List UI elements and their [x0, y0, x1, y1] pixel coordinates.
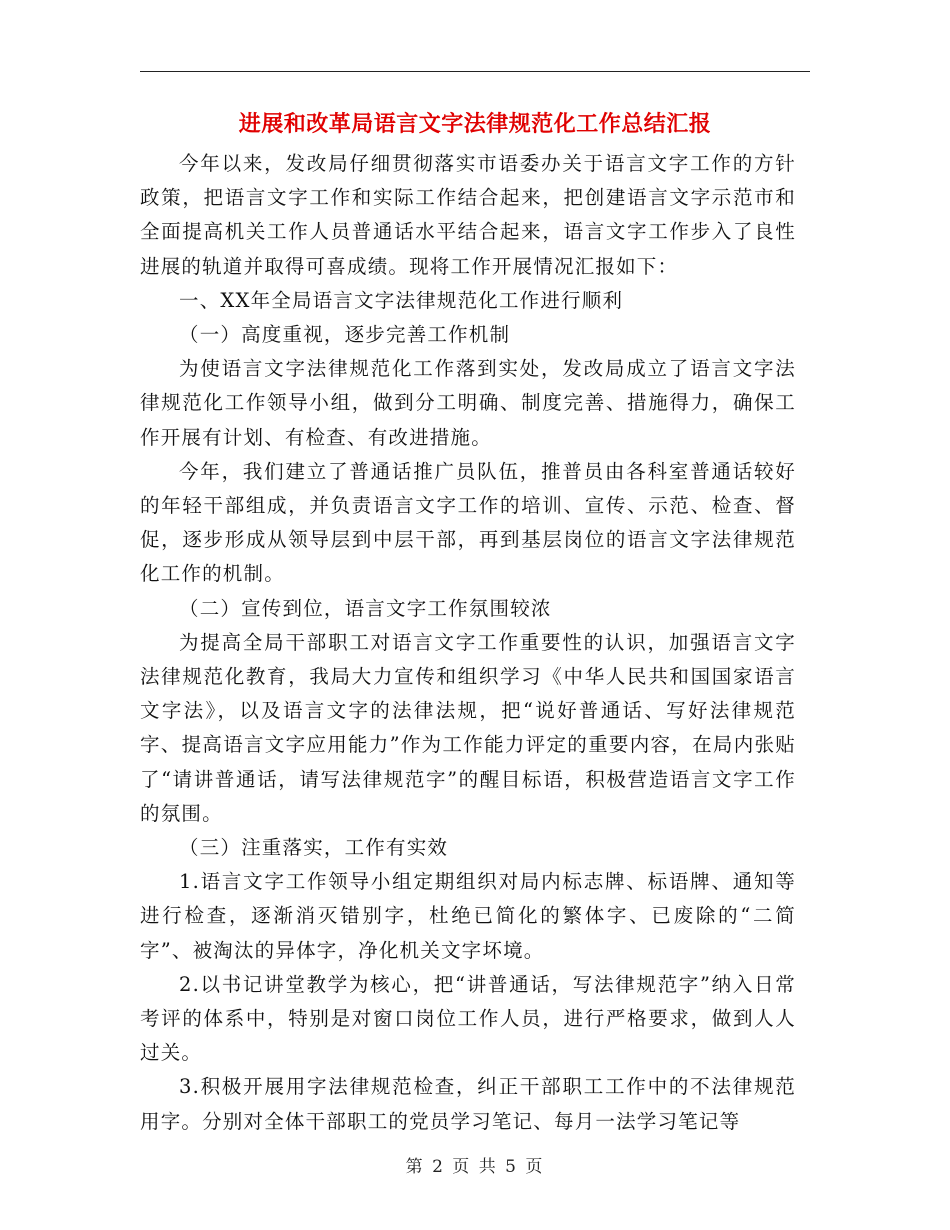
paragraph: 为使语言文字法律规范化工作落到实处，发改局成立了语言文字法律规范化工作领导小组，做到分工明确、制度完善、措施得力，确保工作开展有计划、有检查、有改进措施。	[140, 357, 796, 449]
header-rule	[140, 71, 810, 72]
subsection-heading-2: （二）宣传到位，语言文字工作氛围较浓	[179, 596, 552, 620]
paragraph-intro: 今年以来，发改局仔细贯彻落实市语委办关于语言文字工作的方针政策，把语言文字工作和实际工作结合起来，把创建语言文字示范市和全面提高机关工作人员普通话水平结合起来，语言文字工作步入了良性进展的轨道并取得可喜成绩。现将工作开展情况汇报如下：	[140, 152, 796, 278]
page-number-footer: 第 2 页 共 5 页	[405, 1157, 545, 1177]
document-title: 进展和改革局语言文字法律规范化工作总结汇报	[238, 112, 712, 137]
list-item-3: 3.积极开展用字法律规范检查，纠正干部职工工作中的不法律规范用字。分别对全体干部职工的党员学习笔记、每月一法学习笔记等	[140, 1075, 796, 1133]
section-heading-1: 一、XX年全局语言文字法律规范化工作进行顺利	[179, 288, 624, 312]
document-body	[140, 147, 796, 1139]
paragraph: 今年，我们建立了普通话推广员队伍，推普员由各科室普通话较好的年轻干部组成，并负责语言文字工作的培训、宣传、示范、检查、督促，逐步形成从领导层到中层干部，再到基层岗位的语言文字法律规范化工作的机制。	[140, 459, 796, 586]
list-item-1: 1.语言文字工作领导小组定期组织对局内标志牌、标语牌、通知等进行检查，逐渐消灭错别字，杜绝已简化的繁体字、已废除的“二简字”、被淘汰的异体字，净化机关文字坏境。	[140, 870, 796, 962]
subsection-heading-1: （一）高度重视，逐步完善工作机制	[179, 323, 511, 347]
subsection-heading-3: （三）注重落实，工作有实效	[179, 836, 449, 860]
list-item-2: 2.以书记讲堂教学为核心，把“讲普通话，写法律规范字”纳入日常考评的体系中，特别是对窗口岗位工作人员，进行严格要求，做到人人过关。	[140, 972, 796, 1065]
paragraph: 为提高全局干部职工对语言文字工作重要性的认识，加强语言文字法律规范化教育，我局大力宣传和组织学习《中华人民共和国国家语言文字法》，以及语言文字的法律法规，把“说好普通话、写好法律规范字、提高语言文字应用能力”作为工作能力评定的重要内容，在局内张贴了“请讲普通话，请写法律规范字”的醒目标语，积极营造语言文字工作的氛围。	[140, 630, 796, 825]
